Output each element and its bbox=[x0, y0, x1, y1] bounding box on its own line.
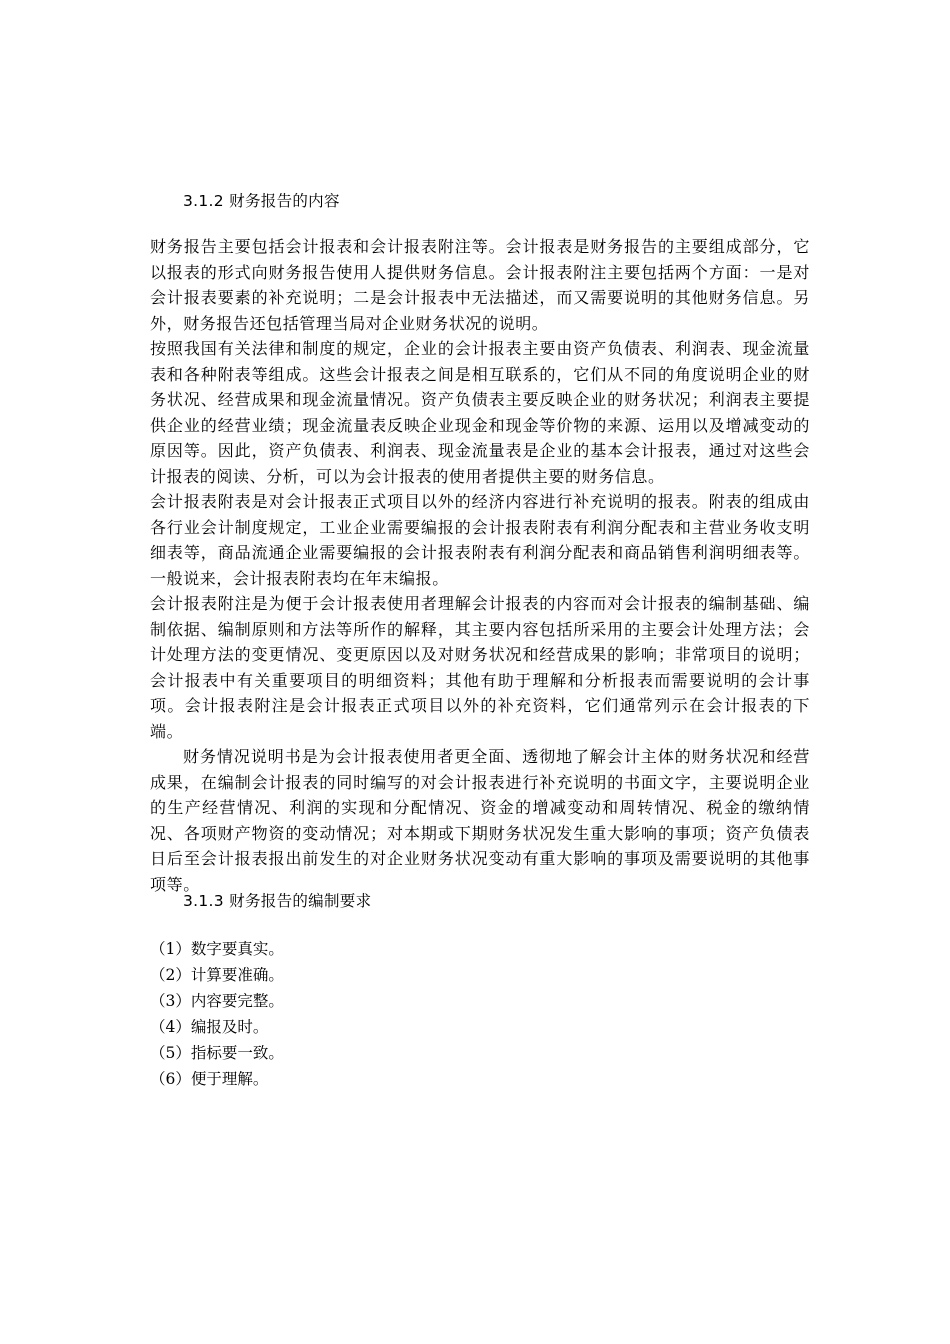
section-body-3-1-2 bbox=[150, 234, 810, 897]
requirements-list bbox=[150, 936, 284, 1092]
section-heading-3-1-3: 3.1.3 财务报告的编制要求 bbox=[183, 892, 372, 910]
list-item: （4）编报及时。 bbox=[150, 1018, 269, 1036]
paragraph-financial-report-overview: 财务报告主要包括会计报表和会计报表附注等。会计报表是财务报告的主要组成部分，它以报表的形式向财务报告使用人提供财务信息。会计报表附注主要包括两个方面：一是对会计报表要素的补充说明；二是会计报表中无法描述，而又需要说明的其他财务信息。另外，财务报告还包括管理当局对企业财务状况的说明。 bbox=[150, 237, 810, 333]
paragraph-statement-schedules: 会计报表附表是对会计报表正式项目以外的经济内容进行补充说明的报表。附表的组成由各行业会计制度规定，工业企业需要编报的会计报表附表有利润分配表和主营业务收支明细表等，商品流通企业需要编报的会计报表附表有利润分配表和商品销售利润明细表等。一般说来，会计报表附表均在年末编报。 bbox=[150, 492, 810, 588]
paragraph-accounting-statements: 按照我国有关法律和制度的规定，企业的会计报表主要由资产负债表、利润表、现金流量表和各种附表等组成。这些会计报表之间是相互联系的，它们从不同的角度说明企业的财务状况、经营成果和现金流量情况。资产负债表主要反映企业的财务状况；利润表主要提供企业的经营业绩；现金流量表反映企业现金和现金等价物的来源、运用以及增减变动的原因等。因此，资产负债表、利润表、现金流量表是企业的基本会计报表，通过对这些会计报表的阅读、分析，可以为会计报表的使用者提供主要的财务信息。 bbox=[150, 339, 810, 486]
list-item: （2）计算要准确。 bbox=[150, 966, 284, 984]
list-item: （5）指标要一致。 bbox=[150, 1044, 284, 1062]
paragraph-financial-condition-statement: 财务情况说明书是为会计报表使用者更全面、透彻地了解会计主体的财务状况和经营成果，在编制会计报表的同时编写的对会计报表进行补充说明的书面文字，主要说明企业的生产经营情况、利润的实现和分配情况、资金的增减变动和周转情况、税金的缴纳情况、各项财产物资的变动情况；对本期或下期财务状况发生重大影响的事项；资产负债表日后至会计报表报出前发生的对企业财务状况变动有重大影响的事项及需要说明的其他事项等。 bbox=[150, 747, 810, 894]
paragraph-statement-notes: 会计报表附注是为便于会计报表使用者理解会计报表的内容而对会计报表的编制基础、编制依据、编制原则和方法等所作的解释，其主要内容包括所采用的主要会计处理方法；会计处理方法的变更情况、变更原因以及对财务状况和经营成果的影响；非常项目的说明；会计报表中有关重要项目的明细资料；其他有助于理解和分析报表而需要说明的会计事项。会计报表附注是会计报表正式项目以外的补充资料，它们通常列示在会计报表的下端。 bbox=[150, 594, 810, 741]
list-item: （6）便于理解。 bbox=[150, 1070, 269, 1088]
section-heading-3-1-2: 3.1.2 财务报告的内容 bbox=[183, 192, 340, 210]
list-item: （3）内容要完整。 bbox=[150, 992, 284, 1010]
list-item: （1）数字要真实。 bbox=[150, 940, 284, 958]
